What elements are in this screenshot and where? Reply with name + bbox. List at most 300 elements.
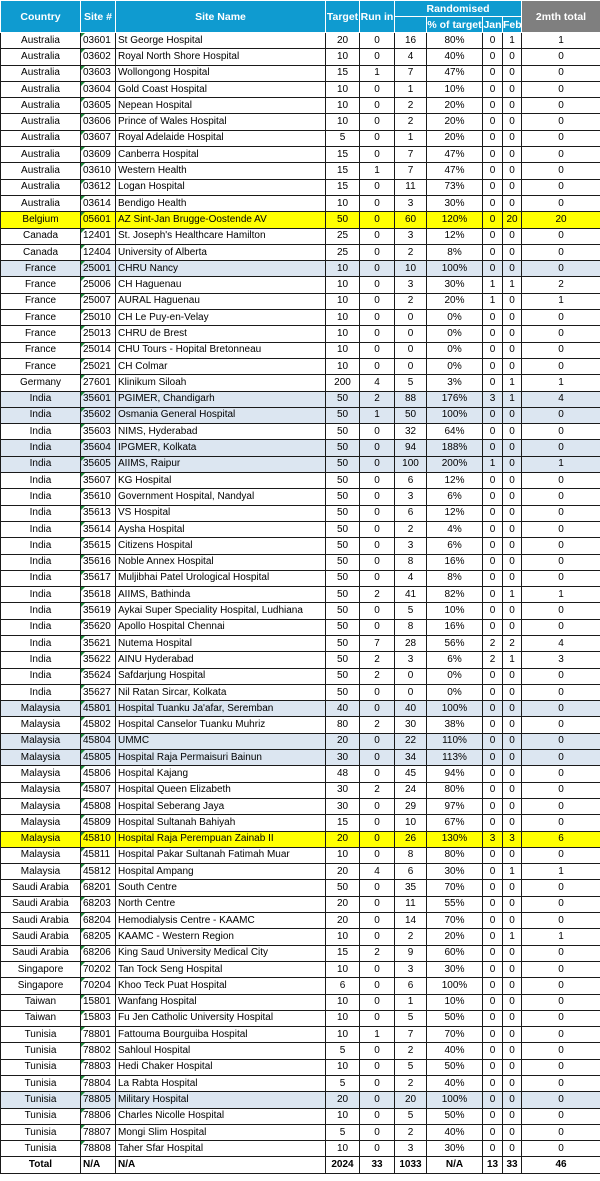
target-cell: 50 xyxy=(326,538,360,554)
total-site-name: N/A xyxy=(116,1157,326,1173)
pct-target-cell: 30% xyxy=(427,961,483,977)
jan-cell: 3 xyxy=(483,391,503,407)
randomised-cell: 3 xyxy=(395,1141,427,1157)
site-number-cell: 35627 xyxy=(81,684,116,700)
two-month-total-cell: 0 xyxy=(522,1059,600,1075)
country-cell: India xyxy=(1,521,81,537)
site-name-cell: Aysha Hospital xyxy=(116,521,326,537)
jan-cell: 1 xyxy=(483,293,503,309)
site-name-cell: PGIMER, Chandigarh xyxy=(116,391,326,407)
randomised-cell: 2 xyxy=(395,293,427,309)
run-in-cell: 0 xyxy=(360,619,395,635)
feb-cell: 0 xyxy=(503,1010,522,1026)
site-name-cell: CHRU Nancy xyxy=(116,261,326,277)
jan-cell: 0 xyxy=(483,913,503,929)
feb-cell: 0 xyxy=(503,750,522,766)
country-cell: Australia xyxy=(1,49,81,65)
run-in-cell: 0 xyxy=(360,701,395,717)
target-cell: 80 xyxy=(326,717,360,733)
run-in-cell: 0 xyxy=(360,978,395,994)
site-name-cell: Nepean Hospital xyxy=(116,98,326,114)
randomised-cell: 4 xyxy=(395,570,427,586)
run-in-cell: 0 xyxy=(360,1010,395,1026)
site-name-cell: Wanfang Hospital xyxy=(116,994,326,1010)
table-row xyxy=(1,212,600,228)
table-footer xyxy=(1,1157,600,1173)
table-row xyxy=(1,1076,600,1092)
run-in-cell: 0 xyxy=(360,1043,395,1059)
jan-cell: 0 xyxy=(483,798,503,814)
table-row xyxy=(1,277,600,293)
feb-cell: 0 xyxy=(503,179,522,195)
site-name-cell: AIIMS, Raipur xyxy=(116,456,326,472)
site-number-cell: 03602 xyxy=(81,49,116,65)
pct-target-cell: 3% xyxy=(427,375,483,391)
randomised-cell: 3 xyxy=(395,228,427,244)
site-number-cell: 05601 xyxy=(81,212,116,228)
run-in-cell: 0 xyxy=(360,489,395,505)
table-row xyxy=(1,1124,600,1140)
feb-cell: 0 xyxy=(503,945,522,961)
site-number-cell: 25007 xyxy=(81,293,116,309)
run-in-cell: 0 xyxy=(360,98,395,114)
target-cell: 10 xyxy=(326,1108,360,1124)
target-cell: 20 xyxy=(326,864,360,880)
pct-target-cell: 12% xyxy=(427,505,483,521)
two-month-total-cell: 1 xyxy=(522,293,600,309)
run-in-cell: 0 xyxy=(360,33,395,49)
table-row xyxy=(1,114,600,130)
country-cell: India xyxy=(1,619,81,635)
run-in-cell: 0 xyxy=(360,880,395,896)
site-number-cell: 45802 xyxy=(81,717,116,733)
pct-target-cell: 50% xyxy=(427,1108,483,1124)
two-month-total-cell: 0 xyxy=(522,195,600,211)
run-in-cell: 0 xyxy=(360,342,395,358)
run-in-cell: 0 xyxy=(360,456,395,472)
pct-target-cell: 0% xyxy=(427,326,483,342)
country-cell: Tunisia xyxy=(1,1043,81,1059)
target-cell: 15 xyxy=(326,945,360,961)
jan-cell: 0 xyxy=(483,212,503,228)
feb-cell: 0 xyxy=(503,49,522,65)
pct-target-cell: 94% xyxy=(427,766,483,782)
pct-target-cell: 70% xyxy=(427,1027,483,1043)
feb-cell: 0 xyxy=(503,505,522,521)
table-row xyxy=(1,98,600,114)
target-cell: 50 xyxy=(326,473,360,489)
table-row xyxy=(1,440,600,456)
site-number-cell: 35618 xyxy=(81,587,116,603)
country-cell: Saudi Arabia xyxy=(1,896,81,912)
table-row xyxy=(1,603,600,619)
two-month-total-cell: 1 xyxy=(522,375,600,391)
site-name-cell: Military Hospital xyxy=(116,1092,326,1108)
two-month-total-cell: 0 xyxy=(522,603,600,619)
site-number-cell: 35615 xyxy=(81,538,116,554)
site-name-cell: UMMC xyxy=(116,733,326,749)
header-site-name: Site Name xyxy=(116,1,326,33)
target-cell: 50 xyxy=(326,619,360,635)
jan-cell: 2 xyxy=(483,635,503,651)
run-in-cell: 2 xyxy=(360,717,395,733)
country-cell: Canada xyxy=(1,244,81,260)
jan-cell: 0 xyxy=(483,684,503,700)
target-cell: 10 xyxy=(326,261,360,277)
country-cell: Malaysia xyxy=(1,864,81,880)
run-in-cell: 0 xyxy=(360,766,395,782)
site-name-cell: Nutema Hospital xyxy=(116,635,326,651)
pct-target-cell: 8% xyxy=(427,244,483,260)
randomised-cell: 6 xyxy=(395,864,427,880)
two-month-total-cell: 0 xyxy=(522,733,600,749)
feb-cell: 0 xyxy=(503,1076,522,1092)
country-cell: India xyxy=(1,554,81,570)
pct-target-cell: 30% xyxy=(427,195,483,211)
country-cell: Australia xyxy=(1,114,81,130)
site-name-cell: VS Hospital xyxy=(116,505,326,521)
feb-cell: 0 xyxy=(503,603,522,619)
randomised-cell: 0 xyxy=(395,358,427,374)
country-cell: Singapore xyxy=(1,978,81,994)
jan-cell: 0 xyxy=(483,994,503,1010)
randomised-cell: 2 xyxy=(395,521,427,537)
randomised-cell: 3 xyxy=(395,961,427,977)
pct-target-cell: 6% xyxy=(427,489,483,505)
jan-cell: 0 xyxy=(483,424,503,440)
table-row xyxy=(1,961,600,977)
run-in-cell: 2 xyxy=(360,652,395,668)
feb-cell: 0 xyxy=(503,244,522,260)
table-row xyxy=(1,896,600,912)
target-cell: 10 xyxy=(326,1059,360,1075)
site-number-cell: 35621 xyxy=(81,635,116,651)
randomised-cell: 0 xyxy=(395,310,427,326)
run-in-cell: 0 xyxy=(360,554,395,570)
jan-cell: 0 xyxy=(483,114,503,130)
site-name-cell: Logan Hospital xyxy=(116,179,326,195)
feb-cell: 0 xyxy=(503,619,522,635)
site-number-cell: 68204 xyxy=(81,913,116,929)
table-row xyxy=(1,473,600,489)
site-name-cell: CH Le Puy-en-Velay xyxy=(116,310,326,326)
randomised-cell: 2 xyxy=(395,1043,427,1059)
randomised-cell: 1 xyxy=(395,81,427,97)
pct-target-cell: 6% xyxy=(427,538,483,554)
pct-target-cell: 20% xyxy=(427,293,483,309)
site-number-cell: 78808 xyxy=(81,1141,116,1157)
target-cell: 15 xyxy=(326,163,360,179)
jan-cell: 0 xyxy=(483,554,503,570)
site-number-cell: 12401 xyxy=(81,228,116,244)
jan-cell: 0 xyxy=(483,815,503,831)
pct-target-cell: 40% xyxy=(427,49,483,65)
pct-target-cell: 10% xyxy=(427,994,483,1010)
site-number-cell: 03609 xyxy=(81,147,116,163)
site-name-cell: Hospital Canselor Tuanku Muhriz xyxy=(116,717,326,733)
site-number-cell: 12404 xyxy=(81,244,116,260)
country-cell: France xyxy=(1,326,81,342)
feb-cell: 0 xyxy=(503,701,522,717)
jan-cell: 0 xyxy=(483,929,503,945)
table-row xyxy=(1,717,600,733)
jan-cell: 0 xyxy=(483,1076,503,1092)
country-cell: Tunisia xyxy=(1,1076,81,1092)
country-cell: France xyxy=(1,342,81,358)
pct-target-cell: 16% xyxy=(427,554,483,570)
pct-target-cell: 120% xyxy=(427,212,483,228)
site-name-cell: KG Hospital xyxy=(116,473,326,489)
site-number-cell: 45805 xyxy=(81,750,116,766)
target-cell: 10 xyxy=(326,81,360,97)
randomised-cell: 2 xyxy=(395,1124,427,1140)
jan-cell: 0 xyxy=(483,342,503,358)
jan-cell: 0 xyxy=(483,521,503,537)
target-cell: 5 xyxy=(326,1076,360,1092)
country-cell: Malaysia xyxy=(1,701,81,717)
target-cell: 50 xyxy=(326,880,360,896)
table-row xyxy=(1,147,600,163)
country-cell: India xyxy=(1,391,81,407)
pct-target-cell: 47% xyxy=(427,147,483,163)
country-cell: India xyxy=(1,652,81,668)
site-name-cell: Government Hospital, Nandyal xyxy=(116,489,326,505)
two-month-total-cell: 0 xyxy=(522,701,600,717)
table-row xyxy=(1,293,600,309)
site-number-cell: 45801 xyxy=(81,701,116,717)
randomised-cell: 60 xyxy=(395,212,427,228)
pct-target-cell: 0% xyxy=(427,342,483,358)
pct-target-cell: 8% xyxy=(427,570,483,586)
country-cell: Australia xyxy=(1,130,81,146)
run-in-cell: 1 xyxy=(360,1027,395,1043)
country-cell: Singapore xyxy=(1,961,81,977)
pct-target-cell: 100% xyxy=(427,1092,483,1108)
jan-cell: 0 xyxy=(483,1092,503,1108)
feb-cell: 0 xyxy=(503,310,522,326)
country-cell: Australia xyxy=(1,81,81,97)
pct-target-cell: 30% xyxy=(427,1141,483,1157)
target-cell: 50 xyxy=(326,440,360,456)
site-name-cell: Hemodialysis Centre - KAAMC xyxy=(116,913,326,929)
two-month-total-cell: 0 xyxy=(522,880,600,896)
two-month-total-cell: 0 xyxy=(522,1108,600,1124)
target-cell: 50 xyxy=(326,391,360,407)
randomised-cell: 88 xyxy=(395,391,427,407)
table-row xyxy=(1,847,600,863)
feb-cell: 0 xyxy=(503,440,522,456)
table-body xyxy=(1,33,600,1157)
site-number-cell: 03603 xyxy=(81,65,116,81)
randomised-cell: 0 xyxy=(395,342,427,358)
randomised-cell: 6 xyxy=(395,473,427,489)
site-number-cell: 78807 xyxy=(81,1124,116,1140)
run-in-cell: 0 xyxy=(360,521,395,537)
total-randomised: 1033 xyxy=(395,1157,427,1173)
feb-cell: 0 xyxy=(503,293,522,309)
feb-cell: 0 xyxy=(503,407,522,423)
jan-cell: 0 xyxy=(483,1027,503,1043)
randomised-cell: 5 xyxy=(395,375,427,391)
header-run-in: Run in xyxy=(360,1,395,33)
site-name-cell: Gold Coast Hospital xyxy=(116,81,326,97)
site-name-cell: Hospital Raja Permaisuri Bainun xyxy=(116,750,326,766)
table-row xyxy=(1,945,600,961)
header-country: Country xyxy=(1,1,81,33)
pct-target-cell: 40% xyxy=(427,1076,483,1092)
two-month-total-cell: 0 xyxy=(522,1092,600,1108)
site-name-cell: Nil Ratan Sircar, Kolkata xyxy=(116,684,326,700)
site-name-cell: Western Health xyxy=(116,163,326,179)
randomised-cell: 3 xyxy=(395,489,427,505)
run-in-cell: 0 xyxy=(360,440,395,456)
target-cell: 15 xyxy=(326,815,360,831)
country-cell: France xyxy=(1,310,81,326)
country-cell: India xyxy=(1,570,81,586)
header-2mth-total: 2mth total xyxy=(522,1,600,33)
jan-cell: 0 xyxy=(483,961,503,977)
site-name-cell: AZ Sint-Jan Brugge-Oostende AV xyxy=(116,212,326,228)
jan-cell: 0 xyxy=(483,33,503,49)
two-month-total-cell: 0 xyxy=(522,521,600,537)
jan-cell: 0 xyxy=(483,847,503,863)
target-cell: 50 xyxy=(326,554,360,570)
country-cell: Saudi Arabia xyxy=(1,929,81,945)
two-month-total-cell: 0 xyxy=(522,994,600,1010)
randomised-cell: 5 xyxy=(395,1108,427,1124)
randomised-cell: 50 xyxy=(395,407,427,423)
table-row xyxy=(1,750,600,766)
randomised-cell: 1 xyxy=(395,994,427,1010)
site-number-cell: 27601 xyxy=(81,375,116,391)
site-name-cell: Aykai Super Speciality Hospital, Ludhiana xyxy=(116,603,326,619)
randomised-cell: 7 xyxy=(395,147,427,163)
feb-cell: 0 xyxy=(503,1092,522,1108)
feb-cell: 1 xyxy=(503,391,522,407)
randomised-cell: 2 xyxy=(395,98,427,114)
pct-target-cell: 80% xyxy=(427,847,483,863)
run-in-cell: 0 xyxy=(360,212,395,228)
run-in-cell: 0 xyxy=(360,994,395,1010)
run-in-cell: 0 xyxy=(360,684,395,700)
target-cell: 50 xyxy=(326,521,360,537)
jan-cell: 0 xyxy=(483,375,503,391)
table-row xyxy=(1,978,600,994)
site-name-cell: Royal North Shore Hospital xyxy=(116,49,326,65)
randomised-cell: 10 xyxy=(395,815,427,831)
two-month-total-cell: 0 xyxy=(522,130,600,146)
table-row xyxy=(1,831,600,847)
feb-cell: 0 xyxy=(503,424,522,440)
country-cell: Belgium xyxy=(1,212,81,228)
randomised-cell: 0 xyxy=(395,326,427,342)
pct-target-cell: 30% xyxy=(427,864,483,880)
two-month-total-cell: 0 xyxy=(522,98,600,114)
jan-cell: 0 xyxy=(483,1059,503,1075)
site-name-cell: Tan Tock Seng Hospital xyxy=(116,961,326,977)
table-row xyxy=(1,652,600,668)
table-row xyxy=(1,798,600,814)
jan-cell: 0 xyxy=(483,163,503,179)
country-cell: Australia xyxy=(1,195,81,211)
target-cell: 10 xyxy=(326,310,360,326)
jan-cell: 0 xyxy=(483,570,503,586)
feb-cell: 0 xyxy=(503,521,522,537)
randomised-cell: 3 xyxy=(395,652,427,668)
feb-cell: 0 xyxy=(503,570,522,586)
table-row xyxy=(1,358,600,374)
run-in-cell: 0 xyxy=(360,831,395,847)
run-in-cell: 0 xyxy=(360,1059,395,1075)
table-row xyxy=(1,1141,600,1157)
randomised-cell: 10 xyxy=(395,261,427,277)
country-cell: Taiwan xyxy=(1,1010,81,1026)
run-in-cell: 0 xyxy=(360,358,395,374)
site-number-cell: 35620 xyxy=(81,619,116,635)
pct-target-cell: 64% xyxy=(427,424,483,440)
table-row xyxy=(1,163,600,179)
target-cell: 10 xyxy=(326,98,360,114)
two-month-total-cell: 0 xyxy=(522,505,600,521)
table-row xyxy=(1,342,600,358)
feb-cell: 0 xyxy=(503,147,522,163)
country-cell: France xyxy=(1,358,81,374)
target-cell: 15 xyxy=(326,147,360,163)
site-name-cell: Citizens Hospital xyxy=(116,538,326,554)
run-in-cell: 7 xyxy=(360,635,395,651)
table-row xyxy=(1,587,600,603)
randomised-cell: 2 xyxy=(395,244,427,260)
country-cell: Taiwan xyxy=(1,994,81,1010)
target-cell: 50 xyxy=(326,668,360,684)
header-feb: Feb xyxy=(503,18,522,31)
pct-target-cell: 60% xyxy=(427,945,483,961)
two-month-total-cell: 0 xyxy=(522,961,600,977)
site-name-cell: Noble Annex Hospital xyxy=(116,554,326,570)
pct-target-cell: 20% xyxy=(427,929,483,945)
randomised-cell: 16 xyxy=(395,33,427,49)
table-row xyxy=(1,33,600,49)
pct-target-cell: 200% xyxy=(427,456,483,472)
country-cell: India xyxy=(1,473,81,489)
randomised-cell: 26 xyxy=(395,831,427,847)
pct-target-cell: 20% xyxy=(427,114,483,130)
two-month-total-cell: 6 xyxy=(522,831,600,847)
target-cell: 15 xyxy=(326,65,360,81)
pct-target-cell: 56% xyxy=(427,635,483,651)
target-cell: 10 xyxy=(326,293,360,309)
randomised-cell: 8 xyxy=(395,847,427,863)
two-month-total-cell: 0 xyxy=(522,1010,600,1026)
country-cell: Malaysia xyxy=(1,766,81,782)
jan-cell: 0 xyxy=(483,587,503,603)
total-target: 2024 xyxy=(326,1157,360,1173)
country-cell: India xyxy=(1,424,81,440)
jan-cell: 0 xyxy=(483,1043,503,1059)
feb-cell: 1 xyxy=(503,375,522,391)
site-number-cell: 35601 xyxy=(81,391,116,407)
table-row xyxy=(1,375,600,391)
site-number-cell: 70204 xyxy=(81,978,116,994)
target-cell: 10 xyxy=(326,847,360,863)
pct-target-cell: 100% xyxy=(427,261,483,277)
randomised-cell: 6 xyxy=(395,505,427,521)
two-month-total-cell: 0 xyxy=(522,489,600,505)
site-number-cell: 35619 xyxy=(81,603,116,619)
site-name-cell: Hospital Kajang xyxy=(116,766,326,782)
two-month-total-cell: 0 xyxy=(522,49,600,65)
site-number-cell: 25010 xyxy=(81,310,116,326)
